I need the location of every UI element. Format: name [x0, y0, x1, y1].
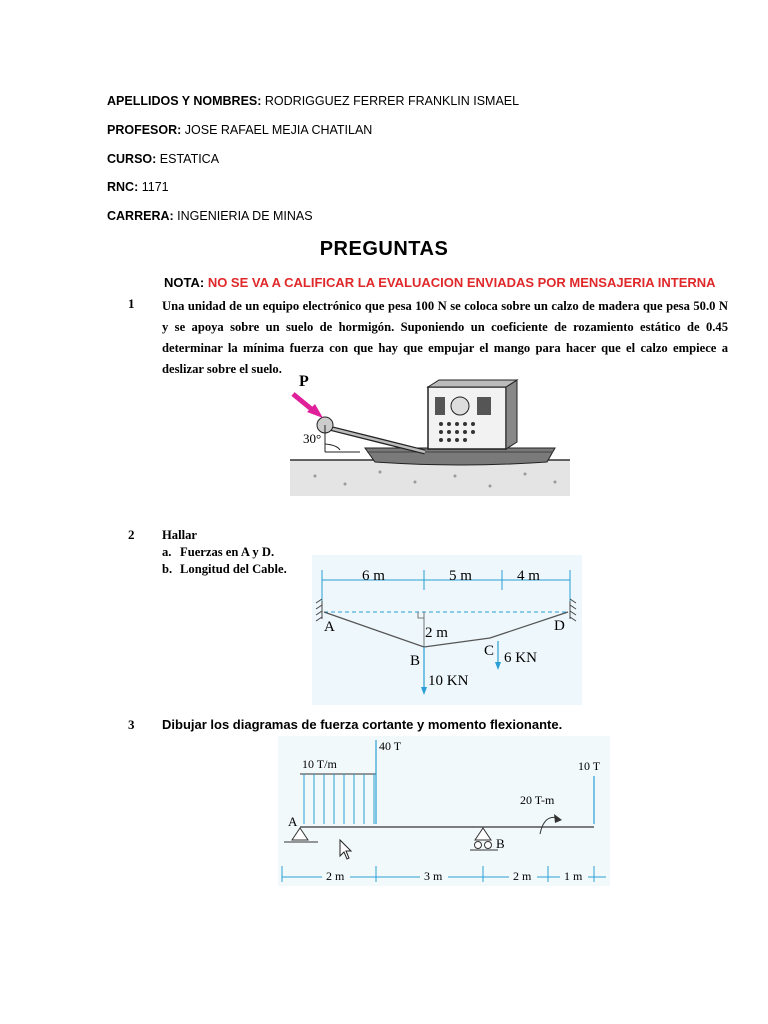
profesor-value: JOSE RAFAEL MEJIA CHATILAN	[181, 123, 373, 137]
dial-icon	[451, 397, 469, 415]
dim-3m: 3 m	[424, 869, 443, 883]
force-label: P	[299, 373, 309, 390]
profesor-label: PROFESOR:	[107, 123, 182, 137]
nota-label: NOTA:	[164, 275, 208, 290]
point-a: A	[324, 619, 335, 635]
sag-label: 2 m	[425, 625, 448, 641]
dim-6m: 6 m	[362, 568, 385, 584]
dist-load-label: 10 T/m	[302, 757, 337, 771]
q2-item-b: b. Longitud del Cable.	[162, 562, 287, 576]
concrete-floor	[290, 460, 570, 496]
nota-text: NO SE VA A CALIFICAR LA EVALUACION ENVIADAS POR MENSAJERIA INTERNA	[207, 275, 716, 290]
point-d: D	[554, 618, 565, 634]
curso-label: CURSO:	[107, 152, 157, 166]
q2-block	[162, 527, 287, 578]
load-b-label: 10 KN	[428, 673, 469, 689]
q3-figure	[278, 736, 610, 886]
dim-2m-b: 2 m	[513, 869, 532, 883]
curso-value: ESTATICA	[156, 152, 220, 166]
q3-number: 3	[128, 717, 135, 732]
dim-1m: 1 m	[564, 869, 583, 883]
curso-line	[107, 152, 219, 166]
q3-text: Dibujar los diagramas de fuerza cortante y momento flexionante.	[162, 717, 563, 732]
q2-figure	[312, 555, 582, 705]
apellidos-line	[107, 94, 519, 108]
load-40t-label: 40 T	[379, 739, 402, 753]
rnc-line	[107, 180, 169, 194]
q2-item-a: a. Fuerzas en A y D.	[162, 545, 275, 559]
rnc-value: 1171	[138, 180, 169, 194]
apellidos-value: RODRIGGUEZ FERRER FRANKLIN ISMAEL	[261, 94, 520, 108]
dim-5m: 5 m	[449, 568, 472, 584]
q1-text: Una unidad de un equipo electrónico que pesa 100 N se coloca sobre un calzo de madera que pesa 50.0 N y se apoya sobre un suelo de hormigón. Suponiendo un coeficiente de rozamiento estático de 0.45 determinar la mínima fuerza con que hay que empujar el mango para hacer que el calzo empiece a deslizar sobre el suelo.	[162, 299, 728, 376]
dim-4m: 4 m	[517, 568, 540, 584]
q1-number: 1	[128, 296, 135, 311]
q2-heading: Hallar	[162, 528, 197, 542]
moment-label: 20 T-m	[520, 793, 555, 807]
label-a: A	[288, 814, 298, 829]
q1-figure	[285, 372, 575, 500]
carrera-value: INGENIERIA DE MINAS	[173, 209, 313, 223]
point-b: B	[410, 653, 421, 669]
nota	[164, 275, 716, 290]
wooden-skid	[365, 448, 555, 465]
page-title: PREGUNTAS	[319, 238, 449, 260]
dim-2m-a: 2 m	[326, 869, 345, 883]
carrera-line	[107, 209, 313, 223]
point-c: C	[484, 643, 495, 659]
angle-label: 30°	[303, 431, 322, 446]
q2-number: 2	[128, 527, 135, 542]
label-b: B	[496, 836, 505, 851]
load-c-label: 6 KN	[504, 650, 537, 666]
profesor-line	[107, 123, 372, 137]
load-10t-label: 10 T	[578, 759, 601, 773]
rnc-label: RNC:	[107, 180, 139, 194]
carrera-label: CARRERA:	[107, 209, 174, 223]
apellidos-label: APELLIDOS Y NOMBRES:	[107, 94, 262, 108]
